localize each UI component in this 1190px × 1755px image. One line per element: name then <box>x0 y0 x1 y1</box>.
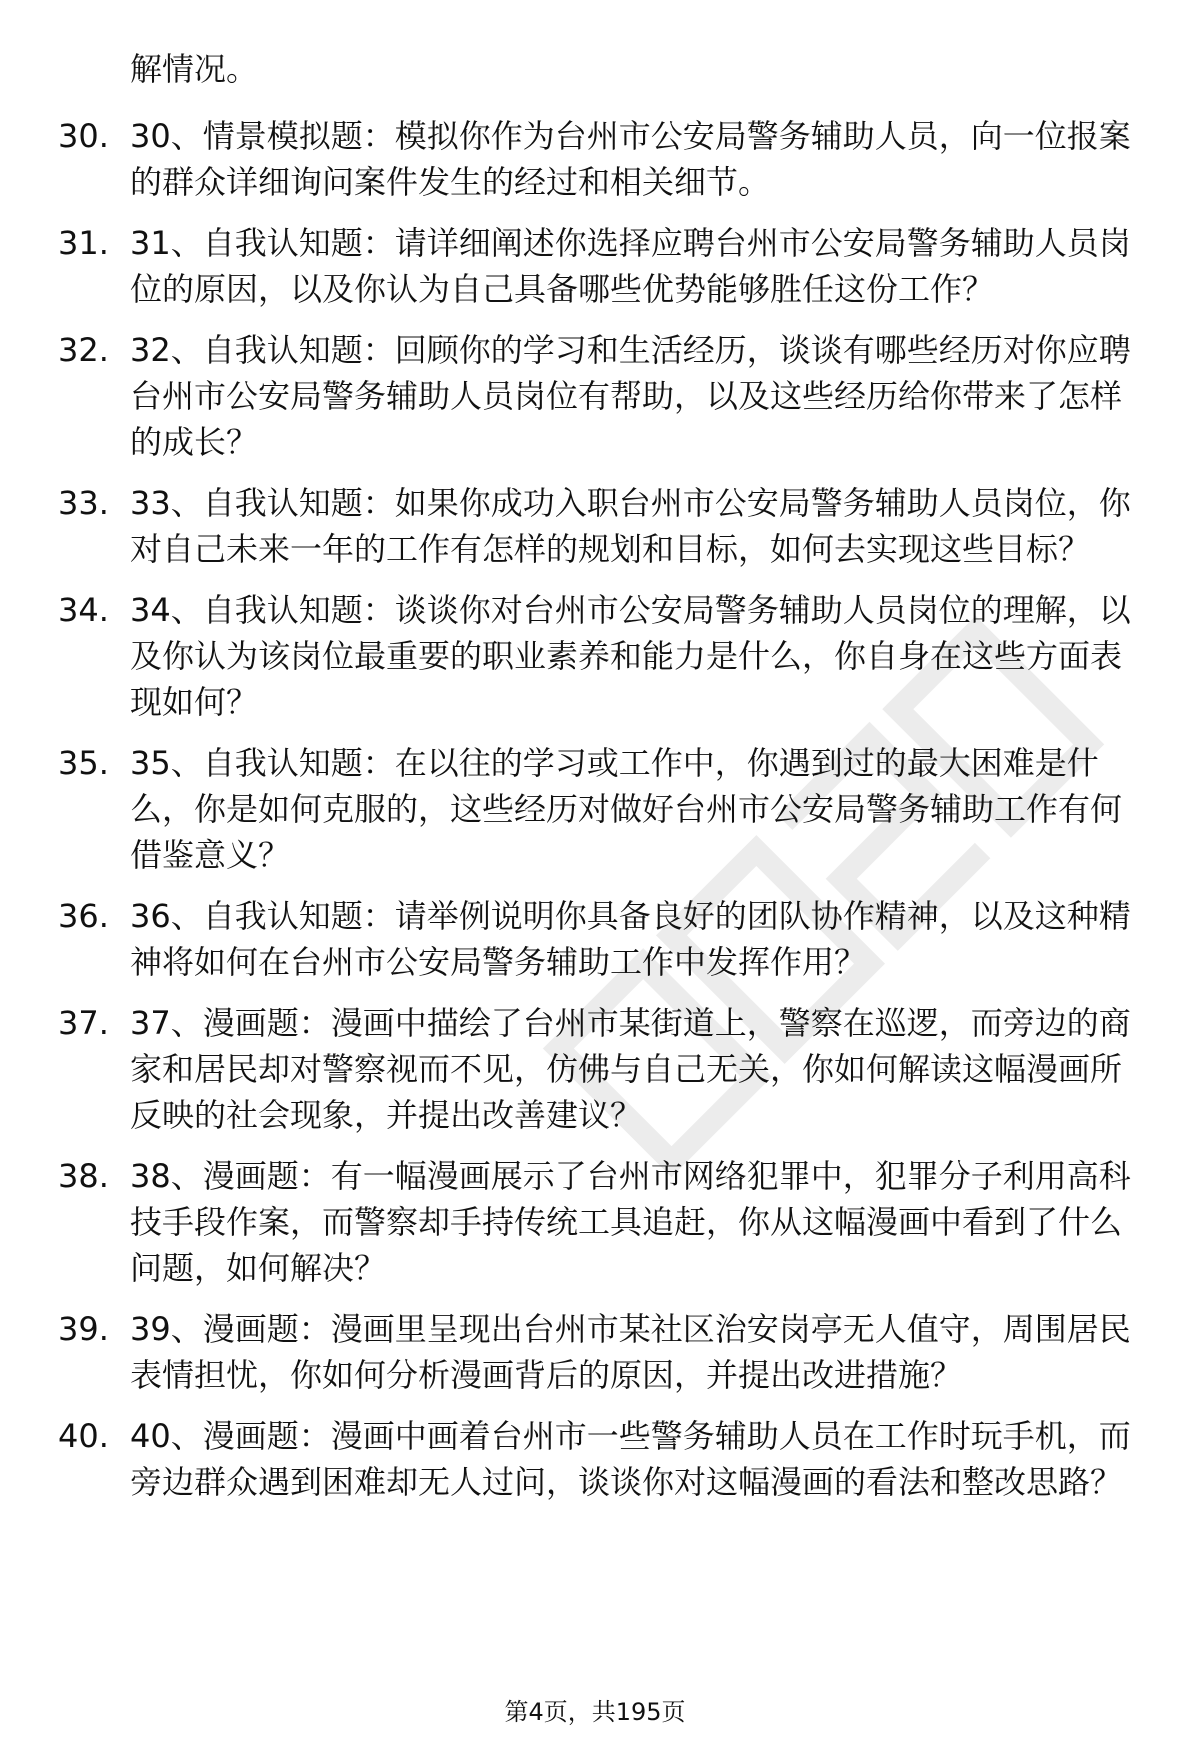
question-number: 39. <box>58 1310 109 1348</box>
list-item <box>0 1306 1190 1398</box>
page-number-label: 第4页，共195页 <box>504 1698 686 1726</box>
question-text: 33、自我认知题：如果你成功入职台州市公安局警务辅助人员岗位，你对自己未来一年的工作有怎样的规划和目标，如何去实现这些目标？ <box>130 484 1131 568</box>
list-item <box>0 893 1190 985</box>
question-text: 39、漫画题：漫画里呈现出台州市某社区治安岗亭无人值守，周围居民表情担忧，你如何分析漫画背后的原因，并提出改进措施？ <box>130 1310 1131 1394</box>
question-text: 37、漫画题：漫画中描绘了台州市某街道上，警察在巡逻，而旁边的商家和居民却对警察视而不见，仿佛与自己无关，你如何解读这幅漫画所反映的社会现象，并提出改善建议？ <box>130 1004 1131 1134</box>
question-text: 36、自我认知题：请举例说明你具备良好的团队协作精神，以及这种精神将如何在台州市公安局警务辅助工作中发挥作用？ <box>130 897 1131 981</box>
question-text: 35、自我认知题：在以往的学习或工作中，你遇到过的最大困难是什么，你是如何克服的，这些经历对做好台州市公安局警务辅助工作有何借鉴意义？ <box>130 744 1123 874</box>
list-item <box>0 480 1190 572</box>
question-text: 38、漫画题：有一幅漫画展示了台州市网络犯罪中，犯罪分子利用高科技手段作案，而警察却手持传统工具追赶，你从这幅漫画中看到了什么问题，如何解决？ <box>130 1157 1131 1287</box>
question-number: 40. <box>58 1417 109 1455</box>
list-item <box>0 1153 1190 1291</box>
question-text: 32、自我认知题：回顾你的学习和生活经历，谈谈有哪些经历对你应聘台州市公安局警务辅助人员岗位有帮助，以及这些经历给你带来了怎样的成长？ <box>130 331 1131 461</box>
question-text: 31、自我认知题：请详细阐述你选择应聘台州市公安局警务辅助人员岗位的原因，以及你认为自己具备哪些优势能够胜任这份工作？ <box>130 224 1131 308</box>
question-text: 30、情景模拟题：模拟你作为台州市公安局警务辅助人员，向一位报案的群众详细询问案件发生的经过和相关细节。 <box>130 117 1131 201</box>
list-item <box>0 740 1190 878</box>
list-item <box>0 327 1190 465</box>
question-list <box>0 113 1190 1520</box>
question-number: 30. <box>58 117 109 155</box>
question-number: 37. <box>58 1004 109 1042</box>
question-number: 31. <box>58 224 109 262</box>
page-footer <box>0 1697 1190 1727</box>
question-number: 33. <box>58 484 109 522</box>
list-item <box>0 113 1190 205</box>
question-number: 38. <box>58 1157 109 1195</box>
list-item <box>0 587 1190 725</box>
list-item <box>0 1000 1190 1138</box>
continuation-text: 解情况。 <box>130 50 259 88</box>
question-number: 34. <box>58 591 109 629</box>
question-text: 34、自我认知题：谈谈你对台州市公安局警务辅助人员岗位的理解，以及你认为该岗位最重要的职业素养和能力是什么，你自身在这些方面表现如何？ <box>130 591 1131 721</box>
list-item <box>0 220 1190 312</box>
question-text: 40、漫画题：漫画中画着台州市一些警务辅助人员在工作时玩手机，而旁边群众遇到困难却无人过问，谈谈你对这幅漫画的看法和整改思路？ <box>130 1417 1131 1501</box>
question-number: 36. <box>58 897 109 935</box>
question-number: 35. <box>58 744 109 782</box>
list-item <box>0 1413 1190 1505</box>
question-number: 32. <box>58 331 109 369</box>
